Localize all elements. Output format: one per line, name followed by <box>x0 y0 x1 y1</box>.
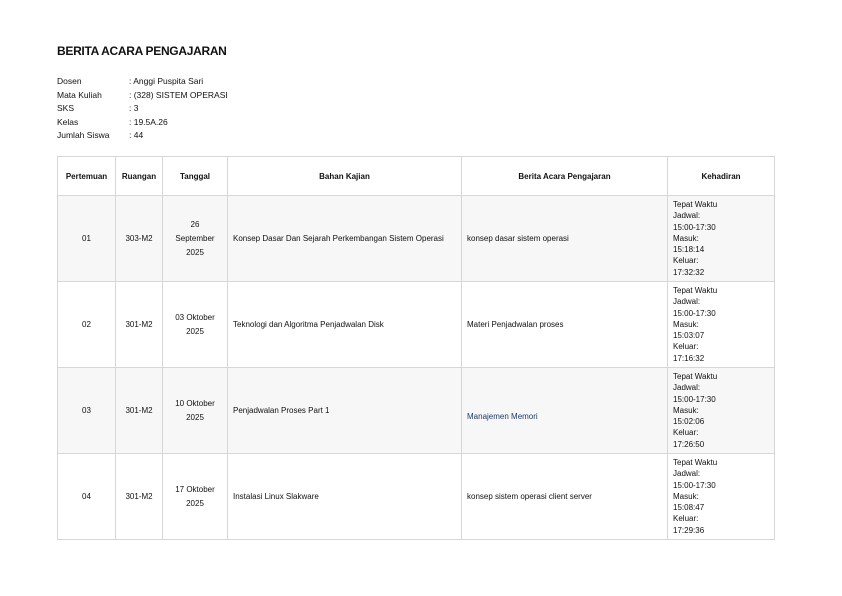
cell-pertemuan: 04 <box>58 454 116 540</box>
attendance-line: Masuk: <box>673 233 699 243</box>
table-header-row <box>58 157 775 196</box>
document-title: BERITA ACARA PENGAJARAN <box>57 44 227 58</box>
date-line: 26 <box>190 219 200 229</box>
info-row-mata-kuliah <box>57 89 228 103</box>
attendance-line: 15:00-17:30 <box>673 394 716 404</box>
cell-ruangan: 303-M2 <box>116 196 163 282</box>
info-row-jumlah-siswa <box>57 129 228 143</box>
info-label: Mata Kuliah <box>57 89 102 100</box>
attendance-line: 17:26:50 <box>673 439 705 449</box>
date-line: 2025 <box>186 412 204 422</box>
attendance-line: 15:08:47 <box>673 503 705 513</box>
info-value: : 44 <box>129 130 144 140</box>
cell-ruangan: 301-M2 <box>116 282 163 368</box>
header-tanggal: Tanggal <box>163 157 228 196</box>
date-line: 03 Oktober <box>175 312 215 322</box>
cell-kehadiran <box>668 282 775 368</box>
berita-acara-link[interactable]: Manajemen Memori <box>467 412 538 421</box>
attendance-line: 17:29:36 <box>673 525 705 535</box>
cell-bahan-kajian: Teknologi dan Algoritma Penjadwalan Disk <box>228 282 462 368</box>
date-line: 2025 <box>186 247 204 257</box>
attendance-line: Jadwal: <box>673 469 701 479</box>
teaching-log-table <box>57 156 775 540</box>
cell-berita-acara: konsep sistem operasi client server <box>462 454 668 540</box>
table-row <box>58 196 775 282</box>
attendance-status: Tepat Waktu <box>673 200 718 210</box>
attendance-status: Tepat Waktu <box>673 286 718 296</box>
info-label: Dosen <box>57 76 82 86</box>
cell-tanggal <box>163 282 228 368</box>
info-value: : 3 <box>129 103 139 113</box>
cell-tanggal <box>163 454 228 540</box>
attendance-line: 17:32:32 <box>673 267 705 277</box>
attendance-line: Masuk: <box>673 319 699 329</box>
attendance-line: Keluar: <box>673 428 699 438</box>
date-line: 2025 <box>186 498 204 508</box>
cell-berita-acara: Materi Penjadwalan proses <box>462 282 668 368</box>
attendance-line: 17:16:32 <box>673 353 705 363</box>
attendance-status: Tepat Waktu <box>673 458 718 468</box>
info-value: : (328) SISTEM OPERASI <box>129 89 228 100</box>
info-label: Jumlah Siswa <box>57 130 110 140</box>
cell-tanggal <box>163 368 228 454</box>
attendance-line: 15:00-17:30 <box>673 308 716 318</box>
cell-kehadiran <box>668 454 775 540</box>
attendance-line: Masuk: <box>673 405 699 415</box>
cell-kehadiran <box>668 196 775 282</box>
cell-ruangan: 301-M2 <box>116 454 163 540</box>
cell-berita-acara: konsep dasar sistem operasi <box>462 196 668 282</box>
cell-pertemuan: 01 <box>58 196 116 282</box>
attendance-line: Keluar: <box>673 514 699 524</box>
attendance-line: Jadwal: <box>673 211 701 221</box>
info-row-dosen <box>57 75 228 89</box>
cell-bahan-kajian: Penjadwalan Proses Part 1 <box>228 368 462 454</box>
table-row <box>58 368 775 454</box>
cell-kehadiran <box>668 368 775 454</box>
header-kehadiran: Kehadiran <box>668 157 775 196</box>
info-label: SKS <box>57 103 75 113</box>
cell-berita-acara <box>462 368 668 454</box>
attendance-line: 15:03:07 <box>673 331 705 341</box>
attendance-status: Tepat Waktu <box>673 372 718 382</box>
table-row <box>58 282 775 368</box>
attendance-line: Keluar: <box>673 256 699 266</box>
attendance-line: Jadwal: <box>673 383 701 393</box>
cell-bahan-kajian: Konsep Dasar Dan Sejarah Perkembangan Sistem Operasi <box>228 196 462 282</box>
attendance-line: 15:18:14 <box>673 245 705 255</box>
attendance-line: 15:02:06 <box>673 417 705 427</box>
header-bahan-kajian: Bahan Kajian <box>228 157 462 196</box>
info-label: Kelas <box>57 116 79 127</box>
cell-ruangan: 301-M2 <box>116 368 163 454</box>
info-value: : 19.5A.26 <box>129 116 168 127</box>
date-line: 2025 <box>186 326 204 336</box>
header-ruangan: Ruangan <box>116 157 163 196</box>
attendance-line: 15:00-17:30 <box>673 480 716 490</box>
header-pertemuan: Pertemuan <box>58 157 116 196</box>
cell-pertemuan: 03 <box>58 368 116 454</box>
header-berita-acara: Berita Acara Pengajaran <box>462 157 668 196</box>
date-line: September <box>175 233 215 243</box>
info-row-kelas <box>57 116 228 130</box>
attendance-line: Keluar: <box>673 342 699 352</box>
date-line: 10 Oktober <box>175 398 215 408</box>
course-info <box>57 75 228 143</box>
date-line: 17 Oktober <box>175 484 215 494</box>
info-row-sks <box>57 102 228 116</box>
cell-pertemuan: 02 <box>58 282 116 368</box>
attendance-line: 15:00-17:30 <box>673 222 716 232</box>
attendance-line: Masuk: <box>673 491 699 501</box>
info-value: : Anggi Puspita Sari <box>129 76 204 86</box>
table-row <box>58 454 775 540</box>
cell-bahan-kajian: Instalasi Linux Slakware <box>228 454 462 540</box>
cell-tanggal <box>163 196 228 282</box>
attendance-line: Jadwal: <box>673 297 701 307</box>
